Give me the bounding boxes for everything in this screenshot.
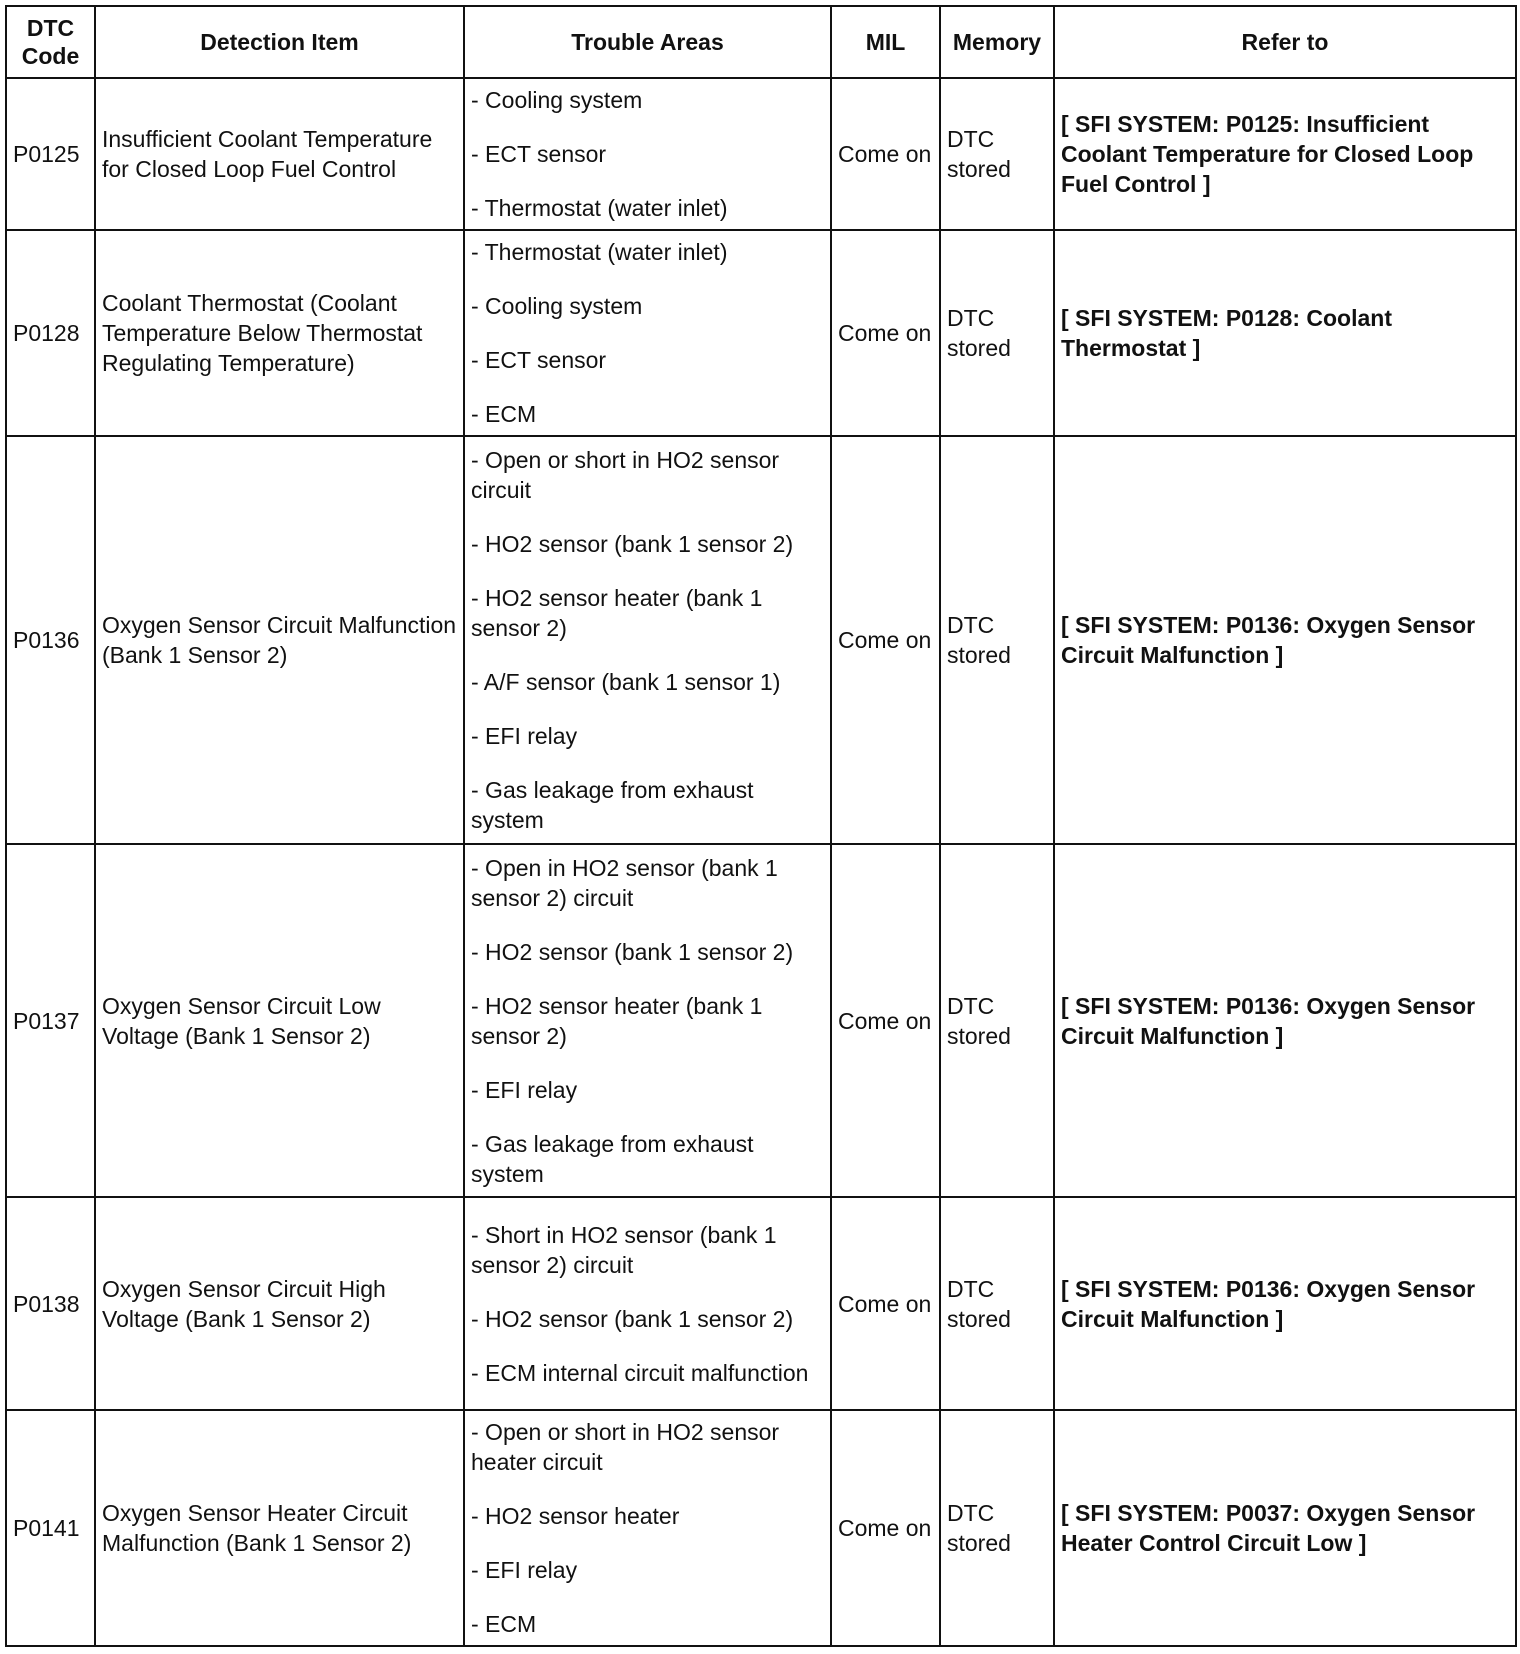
trouble-area-item: - ECT sensor (471, 141, 607, 167)
trouble-area-item: - A/F sensor (bank 1 sensor 1) (471, 669, 781, 695)
dtc-table-wrapper (5, 5, 1517, 1647)
trouble-area-item: - Cooling system (471, 293, 643, 319)
trouble-areas-cell (464, 1410, 831, 1646)
trouble-area-item: - Gas leakage from exhaust system (471, 1130, 754, 1187)
dtc-code-cell: P0137 (6, 844, 95, 1197)
memory-cell: DTC stored (940, 230, 1054, 436)
trouble-area-item: - HO2 sensor (bank 1 sensor 2) (471, 938, 794, 965)
table-row (6, 844, 1516, 1197)
detection-item-cell: Oxygen Sensor Circuit High Voltage (Bank 1 Sensor 2) (95, 1197, 464, 1410)
memory-cell: DTC stored (940, 1197, 1054, 1410)
trouble-area-item: - ECM (471, 1611, 537, 1637)
trouble-areas-cell (464, 844, 831, 1197)
refer-to-link[interactable]: [ SFI SYSTEM: P0136: Oxygen Sensor Circuit Malfunction ] (1054, 436, 1516, 844)
trouble-area-item: - Cooling system (471, 87, 643, 113)
trouble-area-item: - Open or short in HO2 sensor circuit (471, 447, 780, 503)
trouble-area-item: - Thermostat (water inlet) (471, 195, 728, 221)
trouble-area-item: - Open or short in HO2 sensor heater circuit (471, 1419, 780, 1475)
refer-to-link[interactable]: [ SFI SYSTEM: P0136: Oxygen Sensor Circuit Malfunction ] (1054, 844, 1516, 1197)
dtc-code-cell: P0138 (6, 1197, 95, 1410)
trouble-area-item: - HO2 sensor heater (bank 1 sensor 2) (471, 992, 763, 1049)
dtc-code-cell: P0128 (6, 230, 95, 436)
trouble-areas-cell (464, 78, 831, 230)
mil-cell: Come on (831, 1410, 940, 1646)
refer-to-link[interactable]: [ SFI SYSTEM: P0037: Oxygen Sensor Heater Control Circuit Low ] (1054, 1410, 1516, 1646)
detection-item-cell: Oxygen Sensor Circuit Low Voltage (Bank 1 Sensor 2) (95, 844, 464, 1197)
trouble-area-item: - HO2 sensor (bank 1 sensor 2) (471, 531, 794, 557)
dtc-code-cell: P0125 (6, 78, 95, 230)
header-dtc-code: DTC Code (6, 6, 95, 78)
trouble-area-item: - Short in HO2 sensor (bank 1 sensor 2) circuit (471, 1221, 777, 1278)
dtc-code-cell: P0136 (6, 436, 95, 844)
trouble-area-item: - HO2 sensor (bank 1 sensor 2) (471, 1305, 794, 1332)
table-row (6, 1197, 1516, 1410)
trouble-area-item: - Open in HO2 sensor (bank 1 sensor 2) circuit (471, 854, 778, 911)
refer-to-link[interactable]: [ SFI SYSTEM: P0125: Insufficient Coolant Temperature for Closed Loop Fuel Control ] (1054, 78, 1516, 230)
header-trouble-areas: Trouble Areas (464, 6, 831, 78)
trouble-area-item: - EFI relay (471, 1076, 578, 1103)
mil-cell: Come on (831, 1197, 940, 1410)
header-mil: MIL (831, 6, 940, 78)
mil-cell: Come on (831, 230, 940, 436)
trouble-area-item: - Thermostat (water inlet) (471, 239, 728, 265)
trouble-area-item: - EFI relay (471, 723, 578, 749)
dtc-code-cell: P0141 (6, 1410, 95, 1646)
memory-cell: DTC stored (940, 1410, 1054, 1646)
table-row (6, 1410, 1516, 1646)
detection-item-cell: Oxygen Sensor Circuit Malfunction (Bank 1 Sensor 2) (95, 436, 464, 844)
trouble-area-item: - HO2 sensor heater (471, 1503, 680, 1529)
header-detection-item: Detection Item (95, 6, 464, 78)
trouble-areas-cell (464, 436, 831, 844)
table-body (6, 78, 1516, 1646)
mil-cell: Come on (831, 436, 940, 844)
memory-cell: DTC stored (940, 844, 1054, 1197)
trouble-area-item: - EFI relay (471, 1557, 578, 1583)
detection-item-cell: Insufficient Coolant Temperature for Closed Loop Fuel Control (95, 78, 464, 230)
mil-cell: Come on (831, 844, 940, 1197)
refer-to-link[interactable]: [ SFI SYSTEM: P0136: Oxygen Sensor Circuit Malfunction ] (1054, 1197, 1516, 1410)
memory-cell: DTC stored (940, 78, 1054, 230)
trouble-area-item: - Gas leakage from exhaust system (471, 777, 754, 833)
table-row (6, 78, 1516, 230)
trouble-area-item: - HO2 sensor heater (bank 1 sensor 2) (471, 585, 763, 641)
table-row (6, 436, 1516, 844)
detection-item-cell: Oxygen Sensor Heater Circuit Malfunction (Bank 1 Sensor 2) (95, 1410, 464, 1646)
header-refer-to: Refer to (1054, 6, 1516, 78)
detection-item-cell: Coolant Thermostat (Coolant Temperature Below Thermostat Regulating Temperature) (95, 230, 464, 436)
mil-cell: Come on (831, 78, 940, 230)
table-row (6, 230, 1516, 436)
trouble-area-item: - ECM internal circuit malfunction (471, 1359, 809, 1386)
dtc-table (5, 5, 1517, 1647)
memory-cell: DTC stored (940, 436, 1054, 844)
header-memory: Memory (940, 6, 1054, 78)
trouble-areas-cell (464, 1197, 831, 1410)
table-header-row (6, 6, 1516, 78)
trouble-area-item: - ECT sensor (471, 347, 607, 373)
refer-to-link[interactable]: [ SFI SYSTEM: P0128: Coolant Thermostat ] (1054, 230, 1516, 436)
trouble-area-item: - ECM (471, 401, 537, 427)
trouble-areas-cell (464, 230, 831, 436)
